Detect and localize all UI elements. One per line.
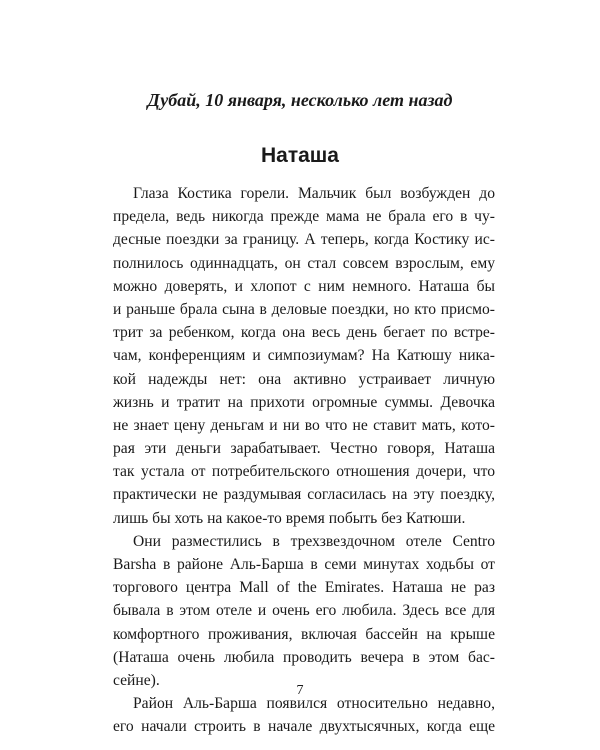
text-line: предела, ведь никогда прежде мама не брала его в чу- <box>113 208 495 226</box>
text-line: рая эти деньги зарабатывает. Честно говоря, Наташа <box>113 440 495 458</box>
text-line: его начали строить в начале двухтысячных, когда еще <box>113 718 495 736</box>
text-line: практически не раздумывая согласилась на эту поездку, <box>113 486 495 504</box>
text-line: чам, конференциям и симпозиумам? На Катюшу ника- <box>113 347 495 365</box>
text-line: бывала в этом отеле и очень его любила. Здесь все для <box>113 602 495 620</box>
text-line: комфортного проживания, включая бассейн на крыше <box>113 625 495 643</box>
text-line: можно доверять, и хлопот с ним немного. Наташа бы <box>113 277 495 295</box>
text-line: Глаза Костика горели. Мальчик был возбужден до <box>133 185 495 202</box>
text-line: полнилось одиннадцать, он стал совсем взрослым, ему <box>113 254 495 272</box>
text-line: (Наташа очень любила проводить вечера в этом бас- <box>113 648 495 666</box>
page-number: 7 <box>296 683 304 698</box>
body-text <box>113 182 495 739</box>
text-line: и раньше брала сына в деловые поездки, но кто присмо- <box>113 300 495 318</box>
text-line: торгового центра Mall of the Emirates. Наташа не раз <box>113 579 495 597</box>
text-line: так устала от потребительского отношения дочери, что <box>113 463 495 481</box>
text-line: лишь бы хоть на какое-то время побыть без Катюши. <box>113 509 466 527</box>
text-line: десные поездки за границу. А теперь, когда Костику ис- <box>113 231 495 249</box>
text-line: сейне). <box>113 671 160 689</box>
text-line: Район Аль-Барша появился относительно недавно, <box>133 695 495 713</box>
chapter-title: Наташа <box>261 144 339 167</box>
text-line: жизнь и тратит на прихоти огромные суммы. Девочка <box>113 393 495 411</box>
text-line: не знает цену деньгам и ни во что не ставит мать, кото- <box>113 416 495 434</box>
text-line: Barsha в районе Аль-Барша в семи минутах ходьбы от <box>113 556 495 573</box>
text-line: Они разместились в трехзвездочном отеле Centro <box>133 532 495 550</box>
text-line: кой надежды нет: она активно устраивает личную <box>113 370 495 388</box>
epigraph: Дубай, 10 января, несколько лет назад <box>147 90 453 110</box>
text-line: трит за ребенком, когда она весь день бегает по встре- <box>113 324 495 342</box>
